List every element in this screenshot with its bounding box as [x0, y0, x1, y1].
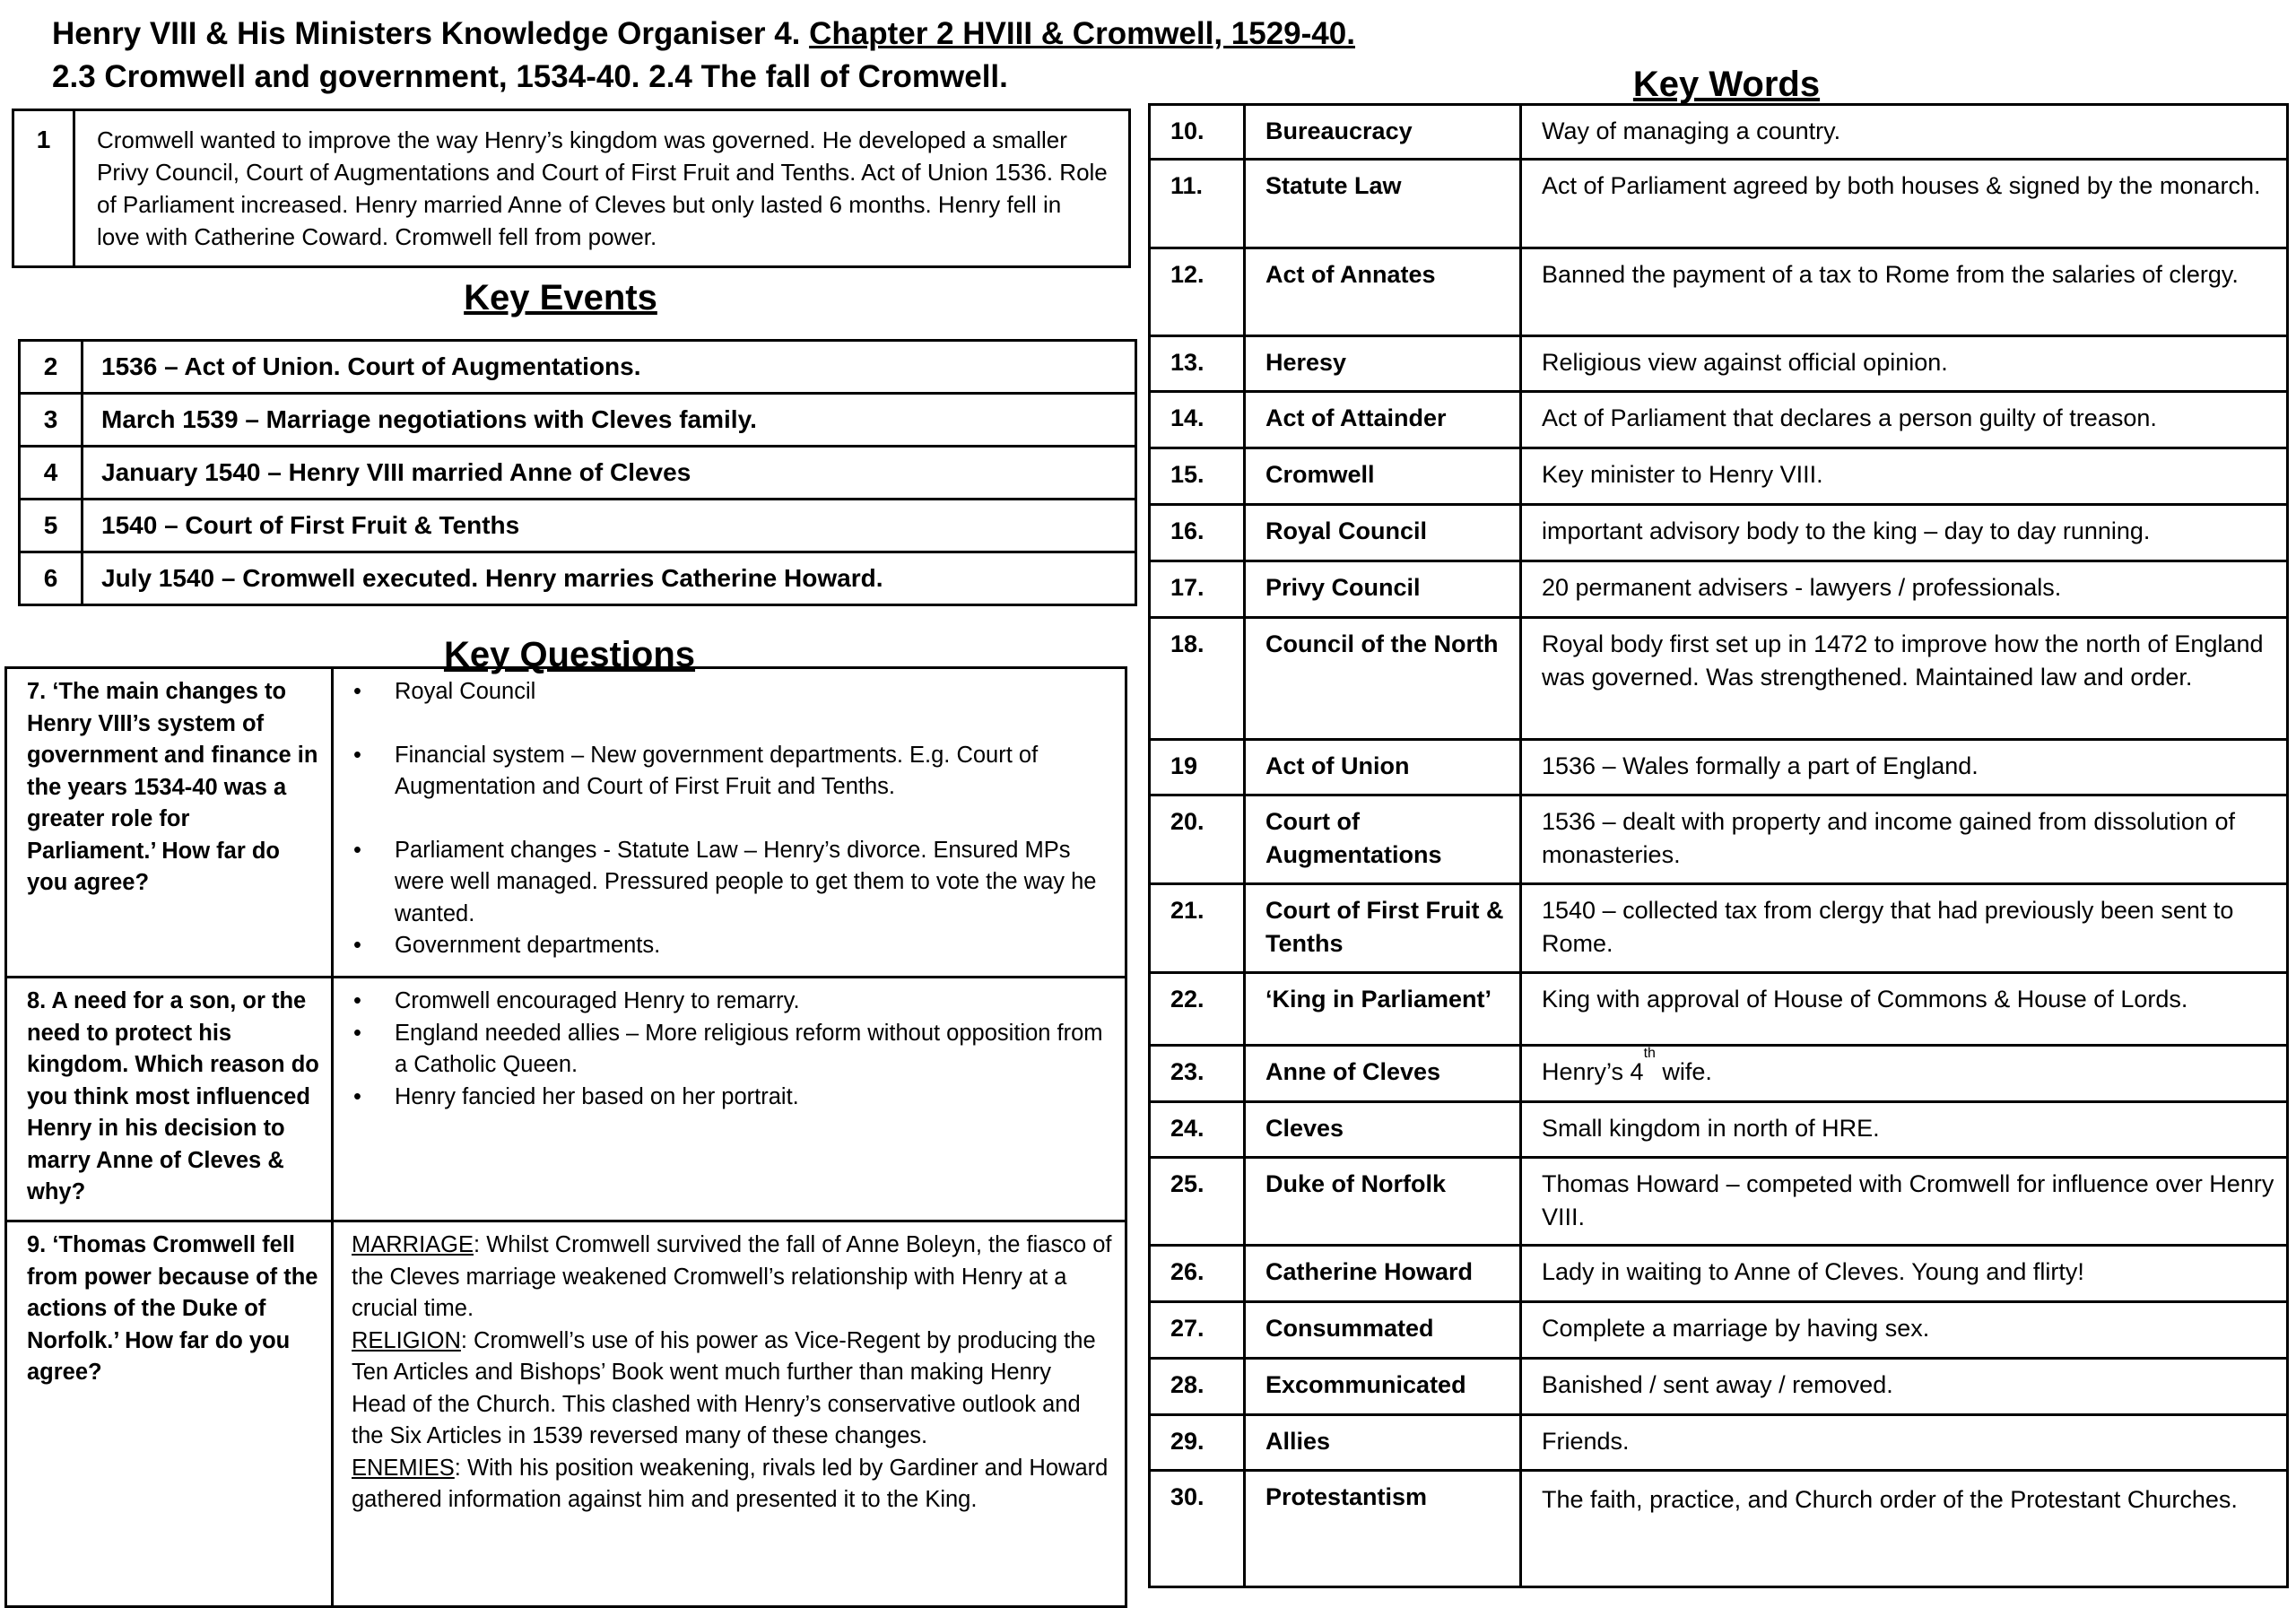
word-definition: Banned the payment of a tax to Rome from the salaries of clergy. [1521, 248, 2288, 336]
word-definition: Key minister to Henry VIII. [1521, 448, 2288, 505]
event-row [20, 552, 1136, 605]
event-number: 6 [20, 552, 83, 605]
key-word-row [1150, 1102, 2288, 1158]
answer-8-bullet: • Cromwell encouraged Henry to remarry. [395, 986, 1112, 1018]
word-number: 30. [1150, 1471, 1245, 1587]
key-word-row [1150, 973, 2288, 1046]
word-term: Cleves [1245, 1102, 1521, 1158]
answer-7-bullet: • Royal Council [395, 676, 1112, 708]
key-events-table [18, 339, 1137, 606]
word-definition: King with approval of House of Commons & House of Lords. [1521, 973, 2288, 1046]
key-word-row [1150, 740, 2288, 795]
word-number: 27. [1150, 1302, 1245, 1359]
event-text: January 1540 – Henry VIII married Anne of Cleves [83, 447, 1136, 500]
word-definition: 1536 – Wales formally a part of England. [1521, 740, 2288, 795]
answer-8-list [352, 986, 1112, 1113]
intro-box [12, 109, 1131, 268]
key-word-row [1150, 160, 2288, 248]
word-number: 26. [1150, 1246, 1245, 1302]
answer-7 [333, 668, 1126, 978]
word-term: Heresy [1245, 336, 1521, 392]
answer-9-marriage [352, 1230, 1112, 1326]
key-word-row [1150, 448, 2288, 505]
word-term: Court of Augmentations [1245, 795, 1521, 884]
word-number: 12. [1150, 248, 1245, 336]
key-questions-table [4, 666, 1127, 1608]
event-text: 1536 – Act of Union. Court of Augmentations. [83, 341, 1136, 394]
event-text: 1540 – Court of First Fruit & Tenths [83, 500, 1136, 552]
marriage-label: MARRIAGE [352, 1232, 474, 1257]
word-definition-pre: Henry’s 4 [1542, 1058, 1644, 1085]
word-term: Cromwell [1245, 448, 1521, 505]
answer-8 [333, 978, 1126, 1221]
page-title [52, 13, 1355, 99]
word-number: 11. [1150, 160, 1245, 248]
answer-9 [333, 1221, 1126, 1607]
word-definition: 1540 – collected tax from clergy that had previously been sent to Rome. [1521, 884, 2288, 973]
word-term: Act of Attainder [1245, 392, 1521, 448]
religion-text: : Cromwell’s use of his power as Vice-Regent by producing the Ten Articles and Bishops’ Book went much further than making Henry Head of the Church. This clashed with Henry’s conservative outlook and the Six Articles in 1539 reversed many of these changes. [352, 1327, 1096, 1448]
key-word-row [1150, 1246, 2288, 1302]
key-word-row [1150, 1046, 2288, 1102]
question-row [6, 668, 1126, 978]
title-plain: Henry VIII & His Ministers Knowledge Organiser 4. [52, 16, 810, 51]
word-number: 19 [1150, 740, 1245, 795]
answer-8-bullet: • Henry fancied her based on her portrait. [395, 1082, 1112, 1114]
word-definition: 20 permanent advisers - lawyers / professionals. [1521, 561, 2288, 618]
word-definition: Friends. [1521, 1415, 2288, 1471]
word-term: Act of Union [1245, 740, 1521, 795]
word-number: 16. [1150, 505, 1245, 561]
word-definition: Thomas Howard – competed with Cromwell for influence over Henry VIII. [1521, 1158, 2288, 1246]
word-term: Duke of Norfolk [1245, 1158, 1521, 1246]
answer-9-enemies [352, 1453, 1112, 1517]
key-words-table [1148, 103, 2289, 1588]
word-number: 20. [1150, 795, 1245, 884]
word-term: Catherine Howard [1245, 1246, 1521, 1302]
word-definition: Banished / sent away / removed. [1521, 1359, 2288, 1415]
question-row [6, 978, 1126, 1221]
word-number: 29. [1150, 1415, 1245, 1471]
event-row [20, 341, 1136, 394]
word-definition-post: wife. [1655, 1058, 1712, 1085]
key-events-heading: Key Events [422, 278, 700, 318]
event-number: 3 [20, 394, 83, 447]
title-line-2: 2.3 Cromwell and government, 1534-40. 2.4 The fall of Cromwell. [52, 59, 1008, 94]
word-definition: Act of Parliament agreed by both houses & signed by the monarch. [1521, 160, 2288, 248]
word-number: 18. [1150, 618, 1245, 740]
event-row [20, 447, 1136, 500]
event-text: July 1540 – Cromwell executed. Henry marries Catherine Howard. [83, 552, 1136, 605]
key-word-row [1150, 505, 2288, 561]
answer-8-bullet: • England needed allies – More religious reform without opposition from a Catholic Queen. [395, 1018, 1112, 1082]
word-term: ‘King in Parliament’ [1245, 973, 1521, 1046]
word-number: 17. [1150, 561, 1245, 618]
word-definition: Royal body first set up in 1472 to improve how the north of England was governed. Was strengthened. Maintained law and order. [1521, 618, 2288, 740]
intro-number: 1 [13, 110, 74, 267]
enemies-text: : With his position weakening, rivals led by Gardiner and Howard gathered information against him and presented it to the King. [352, 1455, 1109, 1512]
word-term: Excommunicated [1245, 1359, 1521, 1415]
key-word-row [1150, 618, 2288, 740]
word-number: 22. [1150, 973, 1245, 1046]
question-row [6, 1221, 1126, 1607]
word-definition: Complete a marriage by having sex. [1521, 1302, 2288, 1359]
key-word-row [1150, 1471, 2288, 1587]
enemies-label: ENEMIES [352, 1455, 455, 1481]
word-term: Privy Council [1245, 561, 1521, 618]
key-word-row [1150, 795, 2288, 884]
word-term: Anne of Cleves [1245, 1046, 1521, 1102]
intro-summary: Cromwell wanted to improve the way Henry’s kingdom was governed. He developed a smaller Privy Council, Court of Augmentations and Court of First Fruit and Tenths. Act of Union 1536. Role of Parliament increased. Henry married Anne of Cleves but only lasted 6 months. Henry fell in love with Catherine Coward. Cromwell fell from power. [74, 110, 1130, 267]
answer-7-list [352, 676, 1112, 962]
key-word-row [1150, 561, 2288, 618]
word-number: 21. [1150, 884, 1245, 973]
key-word-row [1150, 248, 2288, 336]
word-number: 10. [1150, 105, 1245, 160]
event-row [20, 394, 1136, 447]
word-number: 23. [1150, 1046, 1245, 1102]
question-9: 9. ‘Thomas Cromwell fell from power because of the actions of the Duke of Norfolk.’ How far do you agree? [6, 1221, 333, 1607]
key-word-row [1150, 336, 2288, 392]
key-questions-heading: Key Questions [443, 635, 696, 674]
word-term: Court of First Fruit & Tenths [1245, 884, 1521, 973]
word-definition [1521, 1046, 2288, 1102]
word-term: Act of Annates [1245, 248, 1521, 336]
key-words-heading: Key Words [1632, 65, 1821, 104]
word-definition: Way of managing a country. [1521, 105, 2288, 160]
word-definition: Small kingdom in north of HRE. [1521, 1102, 2288, 1158]
word-term: Consummated [1245, 1302, 1521, 1359]
word-number: 13. [1150, 336, 1245, 392]
key-word-row [1150, 1415, 2288, 1471]
marriage-text: : Whilst Cromwell survived the fall of Anne Boleyn, the fiasco of the Cleves marriage weakened Cromwell’s relationship with Henry at a crucial time. [352, 1232, 1112, 1321]
key-word-row [1150, 1302, 2288, 1359]
word-term: Bureaucracy [1245, 105, 1521, 160]
question-7: 7. ‘The main changes to Henry VIII’s system of government and finance in the years 1534-40 was a greater role for Parliament.’ How far do you agree? [6, 668, 333, 978]
word-term: Council of the North [1245, 618, 1521, 740]
answer-7-bullet: • Government departments. [395, 930, 1112, 962]
word-term: Allies [1245, 1415, 1521, 1471]
word-definition: important advisory body to the king – day to day running. [1521, 505, 2288, 561]
event-row [20, 500, 1136, 552]
question-8: 8. A need for a son, or the need to protect his kingdom. Which reason do you think most influenced Henry in his decision to marry Anne of Cleves & why? [6, 978, 333, 1221]
event-number: 2 [20, 341, 83, 394]
word-definition-sup: th [1643, 1046, 1656, 1061]
event-text: March 1539 – Marriage negotiations with Cleves family. [83, 394, 1136, 447]
answer-7-bullet: • Parliament changes - Statute Law – Henry’s divorce. Ensured MPs were well managed. Pressured people to get them to vote the way he wanted. [395, 835, 1112, 931]
event-number: 4 [20, 447, 83, 500]
key-word-row [1150, 1158, 2288, 1246]
word-number: 14. [1150, 392, 1245, 448]
word-number: 24. [1150, 1102, 1245, 1158]
event-number: 5 [20, 500, 83, 552]
word-definition: The faith, practice, and Church order of the Protestant Churches. [1521, 1471, 2288, 1587]
answer-9-religion [352, 1326, 1112, 1453]
title-line-1 [52, 13, 1355, 56]
key-word-row [1150, 1359, 2288, 1415]
religion-label: RELIGION [352, 1327, 461, 1353]
word-definition: 1536 – dealt with property and income gained from dissolution of monasteries. [1521, 795, 2288, 884]
key-word-row [1150, 392, 2288, 448]
key-word-row [1150, 105, 2288, 160]
word-term: Royal Council [1245, 505, 1521, 561]
answer-7-bullet: • Financial system – New government departments. E.g. Court of Augmentation and Court of First Fruit and Tenths. [395, 740, 1112, 804]
word-definition: Act of Parliament that declares a person guilty of treason. [1521, 392, 2288, 448]
title-chapter: Chapter 2 HVIII & Cromwell, 1529-40. [809, 16, 1355, 51]
key-word-row [1150, 884, 2288, 973]
word-number: 15. [1150, 448, 1245, 505]
word-definition: Religious view against official opinion. [1521, 336, 2288, 392]
word-term: Protestantism [1245, 1471, 1521, 1587]
word-term: Statute Law [1245, 160, 1521, 248]
word-number: 25. [1150, 1158, 1245, 1246]
word-number: 28. [1150, 1359, 1245, 1415]
word-definition: Lady in waiting to Anne of Cleves. Young and flirty! [1521, 1246, 2288, 1302]
